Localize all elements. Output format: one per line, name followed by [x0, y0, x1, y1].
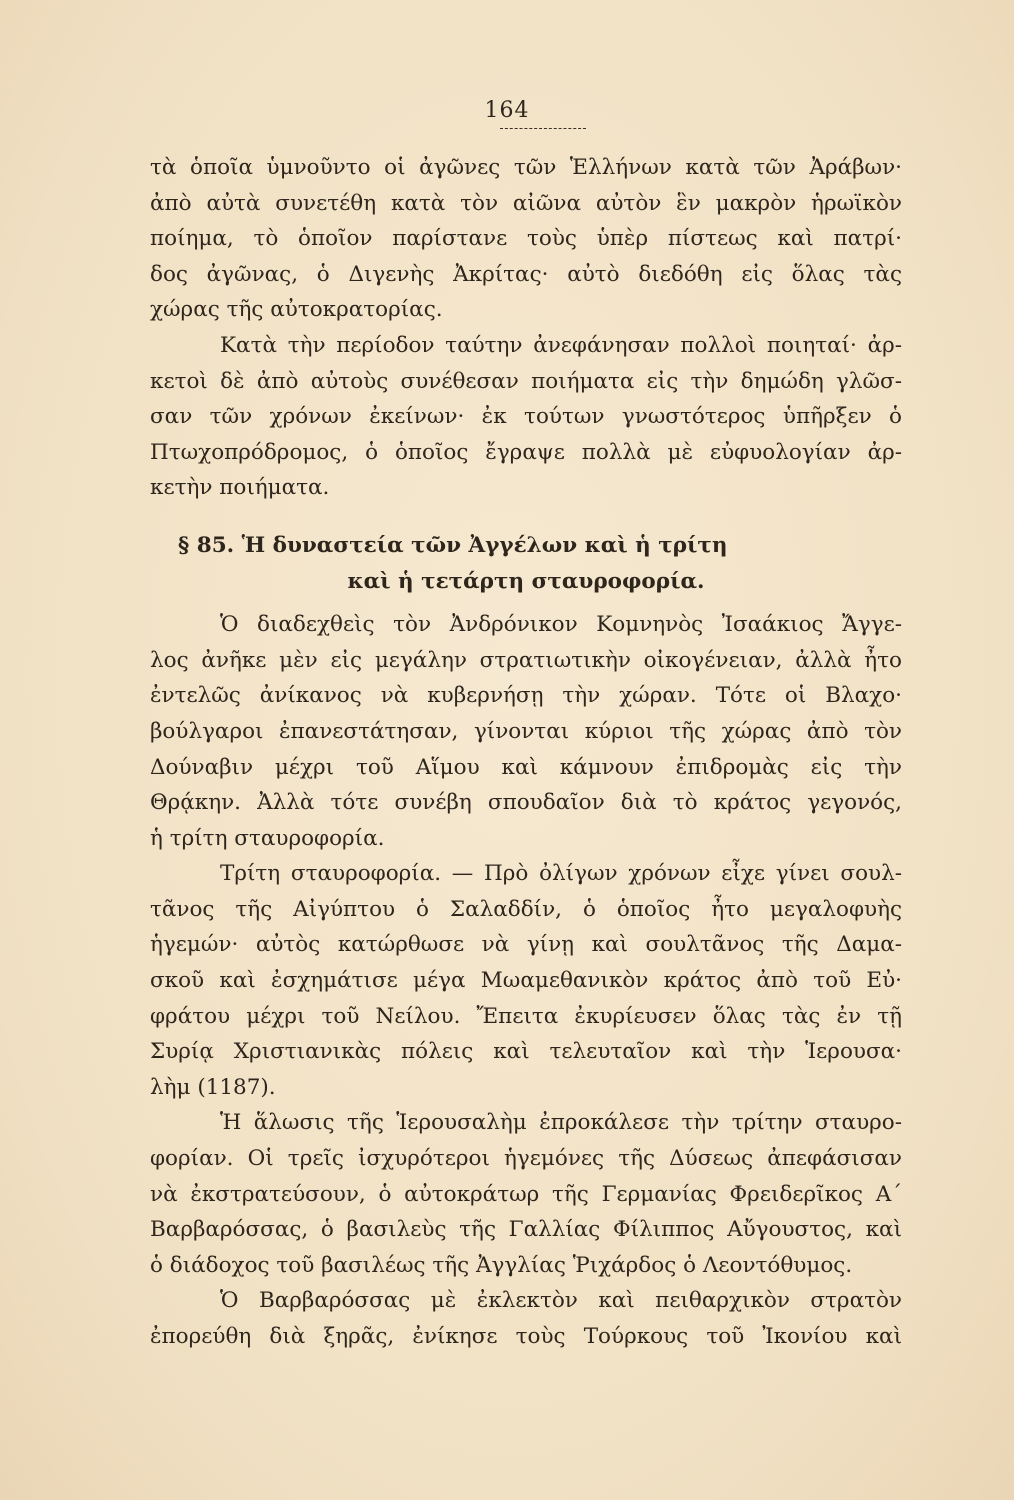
text-line: σκοῦ καὶ ἐσχημάτισε μέγα Μωαμεθανικὸν κράτος ἀπὸ τοῦ Εὐ· [150, 968, 902, 994]
text-line: Συρίᾳ Χριστιανικὰς πόλεις καὶ τελευταῖον καὶ τὴν Ἱερουσα· [150, 1039, 902, 1065]
page-number: 164 [484, 98, 530, 123]
text-line: λὴμ (1187). [150, 1074, 276, 1100]
text-line: Ὁ Βαρβαρόσσας μὲ ἐκλεκτὸν καὶ πειθαρχικὸν στρατὸν [220, 1288, 902, 1314]
text-line: φορίαν. Οἱ τρεῖς ἰσχυρότεροι ἡγεμόνες τῆς Δύσεως ἀπεφάσισαν [150, 1146, 902, 1172]
text-line: ποίημα, τὸ ὁποῖον παρίστανε τοὺς ὑπὲρ πίστεως καὶ πατρί· [150, 226, 902, 252]
text-line: τὰ ὁποῖα ὑμνοῦντο οἱ ἀγῶνες τῶν Ἑλλήνων κατὰ τῶν Ἀράβων· [150, 155, 902, 180]
text-line: σαν τῶν χρόνων ἐκείνων· ἐκ τούτων γνωστότερος ὑπῆρξεν ὁ [150, 404, 902, 430]
text-line: ἐντελῶς ἀνίκανος νὰ κυβερνήσῃ τὴν χώραν. Τότε οἱ Βλαχο· [150, 683, 902, 709]
paragraph-jerusalem [150, 1105, 902, 1283]
text-line: Ἡ ἅλωσις τῆς Ἱερουσαλὴμ ἐπροκάλεσε τὴν τρίτην σταυρο- [220, 1110, 902, 1136]
section-heading-line: καὶ ἡ τετάρτη σταυροφορία. [347, 568, 705, 594]
section-heading-line: § 85. Ἡ δυναστεία τῶν Ἀγγέλων καὶ ἡ τρίτη [178, 532, 728, 558]
text-line: ὁ διάδοχος τοῦ βασιλέως τῆς Ἀγγλίας Ῥιχάρδος ὁ Λεοντόθυμος. [150, 1252, 853, 1278]
text-line: χώρας τῆς αὐτοκρατορίας. [150, 297, 443, 323]
text-line: Δούναβιν μέχρι τοῦ Αἵμου καὶ κάμνουν ἐπιδρομὰς εἰς τὴν [150, 754, 902, 780]
text-line: ἡγεμών· αὐτὸς κατώρθωσε νὰ γίνῃ καὶ σουλτᾶνος τῆς Δαμα- [150, 932, 902, 958]
text-line: νὰ ἐκστρατεύσουν, ὁ αὐτοκράτωρ τῆς Γερμανίας Φρειδερῖκος Α΄ [150, 1181, 902, 1207]
text-line: κετὴν ποιήματα. [150, 475, 330, 501]
text-line: Βαρβαρόσσας, ὁ βασιλεὺς τῆς Γαλλίας Φίλιππος Αὔγουστος, καὶ [150, 1217, 902, 1243]
text-line: λος ἀνῆκε μὲν εἰς μεγάλην στρατιωτικὴν οἰκογένειαν, ἀλλὰ ἦτο [150, 647, 902, 673]
paragraph-poets [150, 328, 902, 506]
text-line: ἀπὸ αὐτὰ συνετέθη κατὰ τὸν αἰῶνα αὐτὸν ἓν μακρὸν ἡρωϊκὸν [150, 190, 902, 216]
text-line: κετοὶ δὲ ἀπὸ αὐτοὺς συνέθεσαν ποιήματα εἰς τὴν δημώδη γλῶσ- [150, 368, 902, 394]
text-line: τᾶνος τῆς Αἰγύπτου ὁ Σαλαδδίν, ὁ ὁποῖος ἦτο μεγαλοφυὴς [150, 896, 902, 922]
text-line: ἐπορεύθη διὰ ξηρᾶς, ἐνίκησε τοὺς Τούρκους τοῦ Ἰκονίου καὶ [150, 1324, 902, 1349]
paragraph-angeloi [150, 607, 902, 856]
text-line: βούλγαροι ἐπανεστάτησαν, γίνονται κύριοι τῆς χώρας ἀπὸ τὸν [150, 718, 902, 744]
text-line: ἡ τρίτη σταυροφορία. [150, 825, 385, 851]
text-line: Κατὰ τὴν περίοδον ταύτην ἀνεφάνησαν πολλοὶ ποιηταί· ἀρ- [220, 332, 902, 358]
page-number-rule [500, 128, 586, 129]
text-line: δος ἀγῶνας, ὁ Διγενὴς Ἀκρίτας· αὐτὸ διεδόθη εἰς ὅλας τὰς [150, 261, 902, 287]
section-heading [150, 528, 902, 599]
section-gap [150, 599, 902, 607]
paragraph-third-crusade [150, 856, 902, 1105]
paragraph-barbarossa [150, 1283, 902, 1354]
body-text [150, 150, 902, 1355]
text-line: Θρᾴκην. Ἀλλὰ τότε συνέβη σπουδαῖον διὰ τὸ κράτος γεγονός, [150, 790, 902, 816]
text-line: Τρίτη σταυροφορία. — Πρὸ ὀλίγων χρόνων εἶχε γίνει σουλ- [220, 861, 902, 887]
text-line: Ὁ διαδεχθεὶς τὸν Ἀνδρόνικον Κομνηνὸς Ἰσαάκιος Ἄγγε- [220, 612, 902, 638]
text-line: Πτωχοπρόδρομος, ὁ ὁποῖος ἔγραψε πολλὰ μὲ εὐφυολογίαν ἀρ- [150, 439, 902, 465]
text-line: φράτου μέχρι τοῦ Νείλου. Ἔπειτα ἐκυρίευσεν ὅλας τὰς ἐν τῇ [150, 1003, 902, 1029]
paragraph-arab-wars [150, 150, 902, 328]
section-gap [150, 506, 902, 528]
